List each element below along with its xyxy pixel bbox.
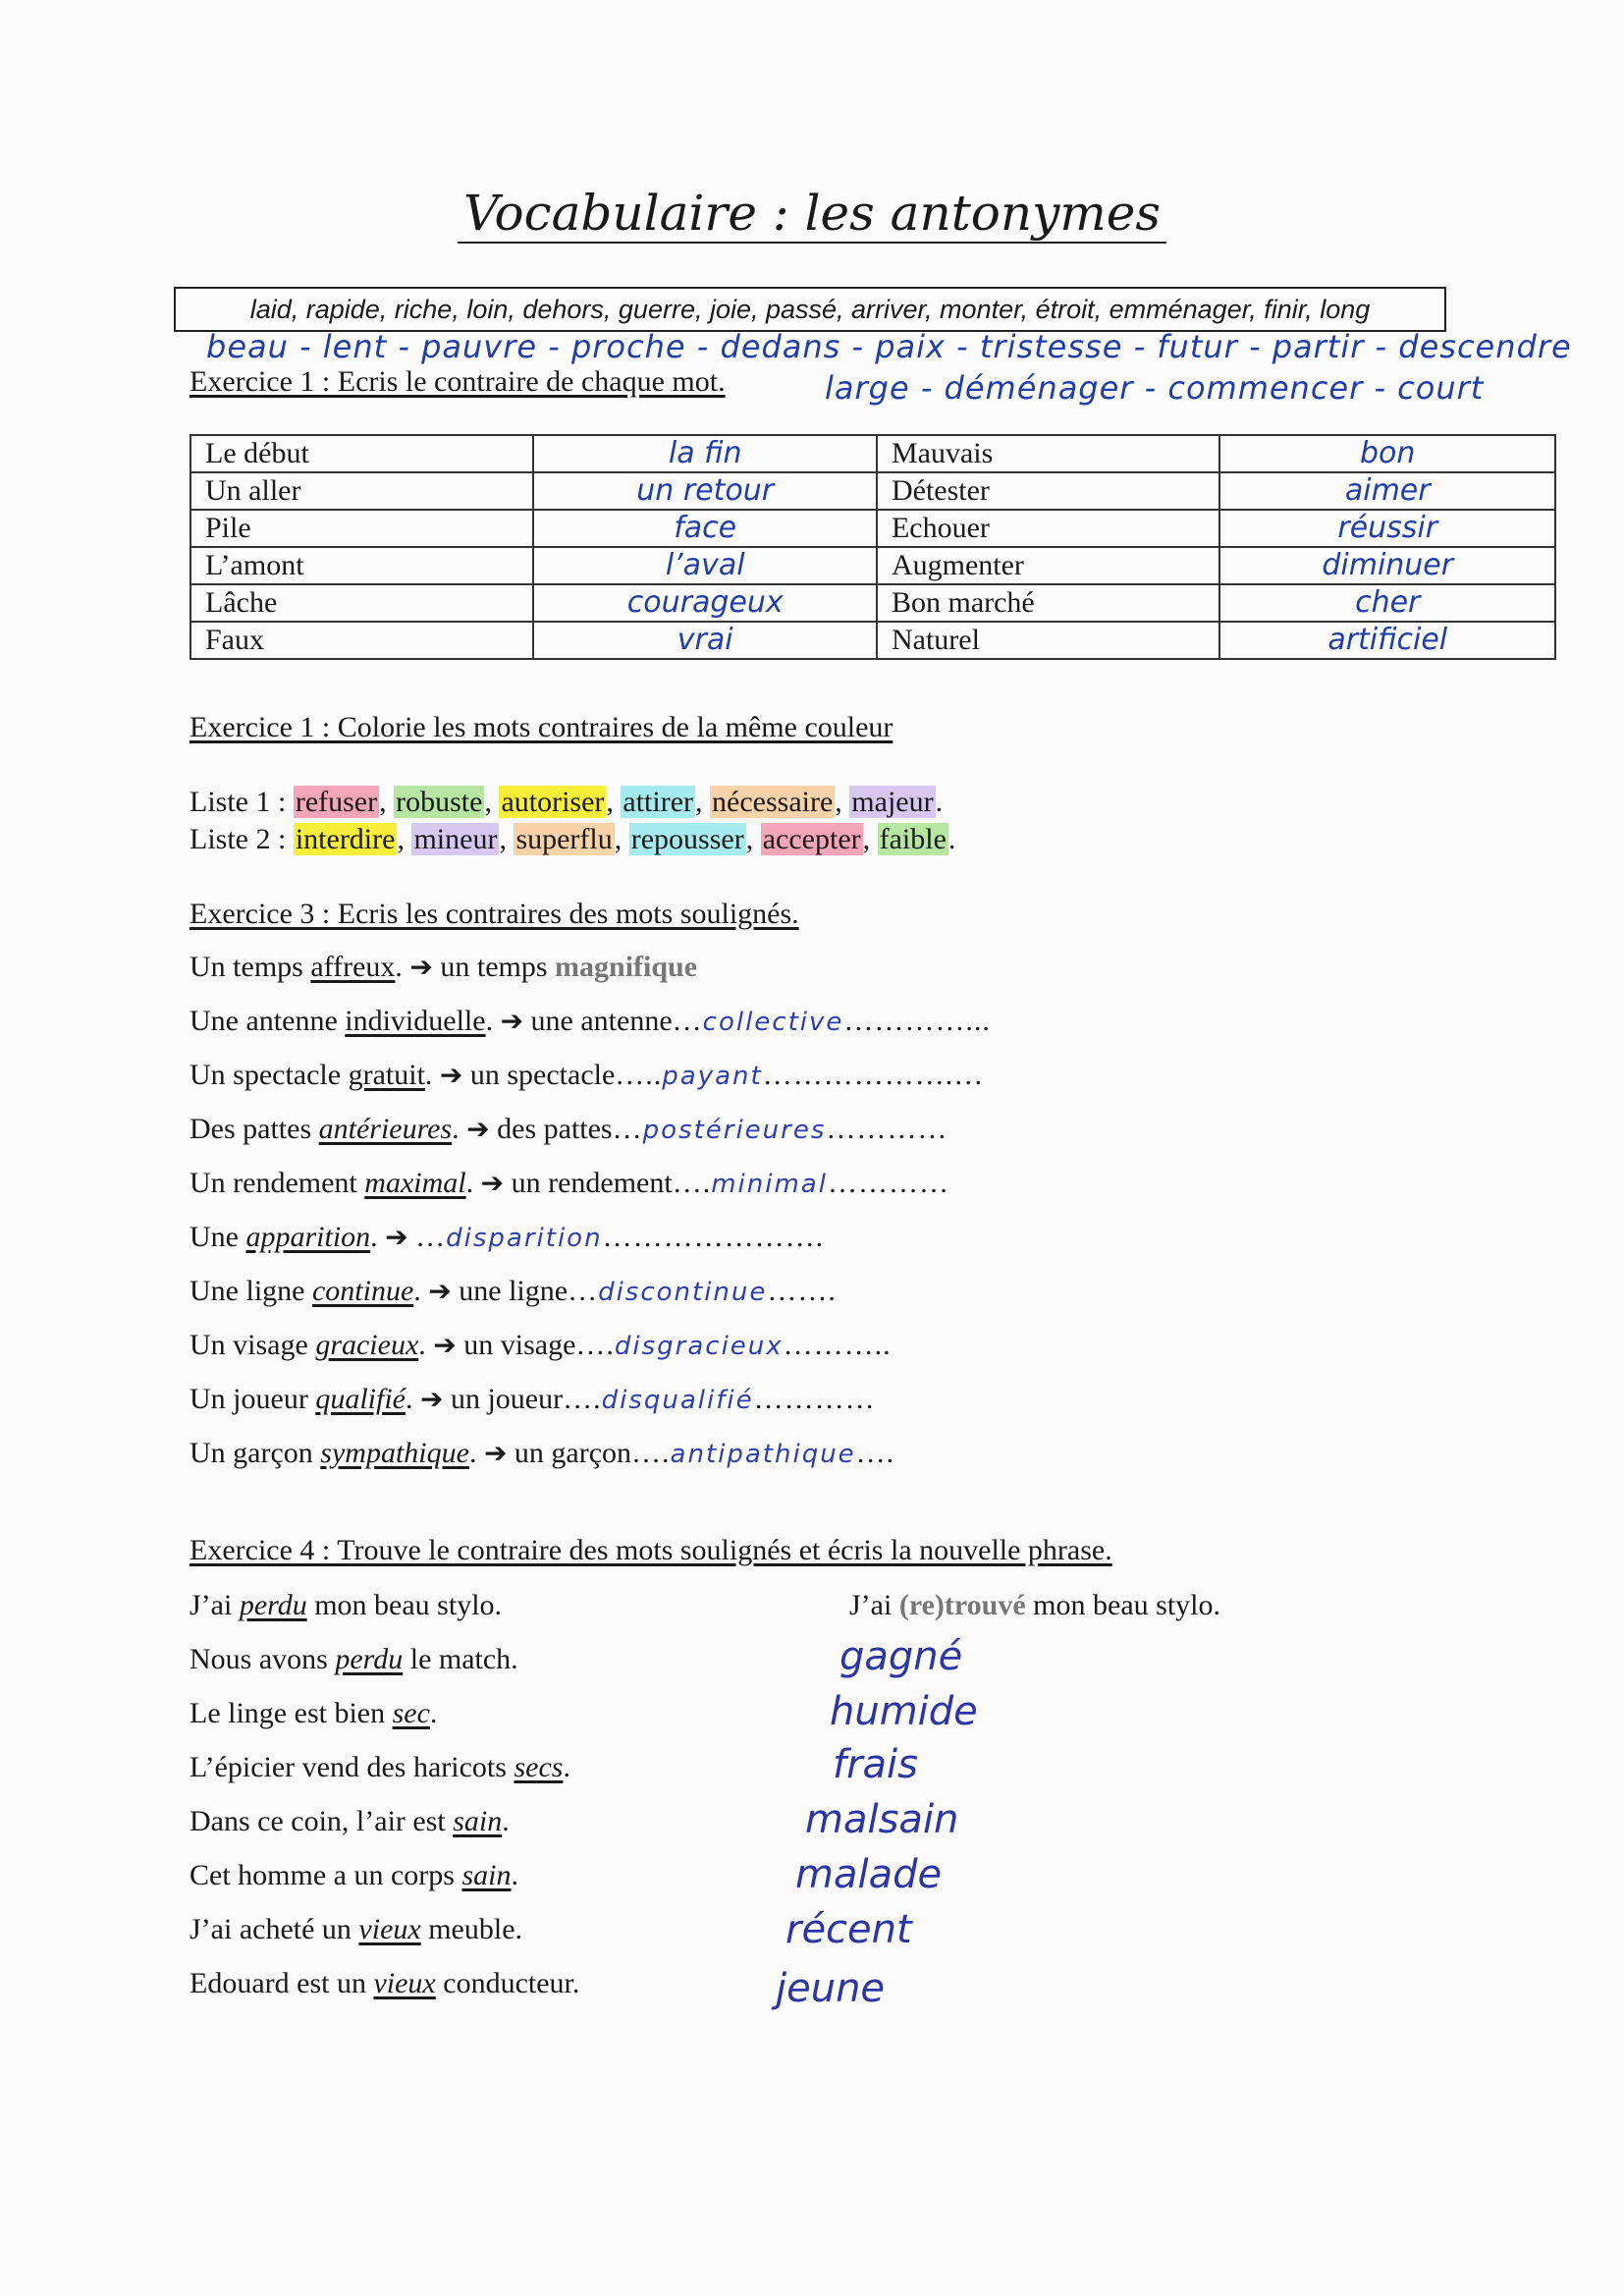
handwritten-answer-cell: la fin bbox=[533, 435, 877, 472]
color-list-1 bbox=[189, 786, 943, 819]
sentence-start: Le linge est bien bbox=[189, 1697, 393, 1729]
word-cell: L’amont bbox=[190, 547, 533, 584]
sentence-end: mon beau stylo. bbox=[306, 1589, 503, 1621]
dots-after: ………… bbox=[826, 1113, 948, 1145]
handwritten-answer-cell: vrai bbox=[533, 622, 877, 659]
underlined-word: apparition bbox=[245, 1221, 371, 1253]
example-post: mon beau stylo. bbox=[1025, 1589, 1220, 1621]
arrow-icon: ➔ bbox=[500, 1005, 524, 1037]
answer: disqualifié bbox=[601, 1386, 754, 1415]
table-row bbox=[190, 435, 1555, 472]
page-title-text: Vocabulaire : les antonymes bbox=[458, 185, 1166, 244]
target-phrase: un visage bbox=[456, 1329, 576, 1361]
exercise4-row bbox=[189, 1859, 518, 1892]
handwritten-answer: malsain bbox=[805, 1797, 959, 1842]
sentence-start: Une bbox=[189, 1221, 246, 1253]
sentence-end: . bbox=[502, 1805, 510, 1837]
punct: . bbox=[465, 1167, 474, 1199]
word-cell: Lâche bbox=[190, 584, 533, 622]
target-phrase: des pattes bbox=[489, 1113, 613, 1145]
arrow-icon: ➔ bbox=[419, 1383, 444, 1415]
target-phrase: un spectacle bbox=[462, 1059, 616, 1091]
separator: , bbox=[499, 823, 514, 855]
dots-after: ……….. bbox=[783, 1329, 892, 1361]
punct: . bbox=[452, 1113, 460, 1145]
word-cell: Mauvais bbox=[877, 435, 1220, 472]
dots-before: … bbox=[612, 1113, 643, 1145]
sentence-start: Edouard est un bbox=[189, 1967, 374, 1999]
dots-before: …. bbox=[672, 1167, 712, 1199]
handwritten-answer-cell: face bbox=[533, 510, 877, 547]
target-phrase: un temps bbox=[432, 951, 556, 983]
highlighted-word: repousser bbox=[630, 823, 744, 855]
exercise3-row bbox=[189, 1113, 947, 1146]
word-cell: Naturel bbox=[877, 622, 1220, 659]
sentence-end: meuble. bbox=[420, 1913, 523, 1945]
exercise3-heading: Exercice 3 : Ecris les contraires des mots soulignés. bbox=[189, 898, 799, 930]
dots-before: … bbox=[415, 1221, 447, 1253]
color-list-2 bbox=[189, 823, 955, 856]
dots-before: …. bbox=[631, 1437, 671, 1469]
underlined-word: secs bbox=[514, 1751, 564, 1783]
arrow-icon: ➔ bbox=[433, 1329, 457, 1361]
punct: . bbox=[413, 1275, 421, 1307]
exercise2-heading: Exercice 1 : Colorie les mots contraires de la même couleur bbox=[189, 711, 893, 743]
underlined-word: gratuit bbox=[348, 1059, 425, 1091]
exercise4-row bbox=[189, 1913, 522, 1946]
arrow-icon: ➔ bbox=[428, 1275, 452, 1307]
dots-after: …………... bbox=[843, 1005, 991, 1037]
answer: payant bbox=[662, 1062, 763, 1091]
target-phrase: une ligne bbox=[451, 1275, 568, 1307]
handwritten-answer: gagné bbox=[839, 1634, 963, 1679]
underlined-word: antérieures bbox=[318, 1113, 453, 1145]
separator: , bbox=[397, 823, 412, 855]
answer: disparition bbox=[446, 1224, 603, 1253]
highlighted-word: attirer bbox=[623, 786, 694, 818]
target-phrase: un garçon bbox=[507, 1437, 632, 1469]
separator: , bbox=[862, 823, 878, 855]
exercise4-row bbox=[189, 1805, 510, 1838]
handwritten-answer-cell: réussir bbox=[1219, 510, 1555, 547]
exercise3-row bbox=[189, 1167, 949, 1200]
highlighted-word: robuste bbox=[396, 786, 483, 818]
sentence-end: conducteur. bbox=[435, 1967, 580, 1999]
handwritten-answer-cell: courageux bbox=[533, 584, 877, 622]
target-phrase: un joueur bbox=[443, 1383, 564, 1415]
word-cell: Pile bbox=[190, 510, 533, 547]
target-phrase: un rendement bbox=[504, 1167, 673, 1199]
punct: . bbox=[424, 1059, 433, 1091]
sentence-start: Dans ce coin, l’air est bbox=[189, 1805, 454, 1837]
sentence-start: J’ai acheté un bbox=[189, 1913, 359, 1945]
highlighted-word: superflu bbox=[515, 823, 613, 855]
underlined-word: perdu bbox=[335, 1643, 404, 1675]
punct: . bbox=[418, 1329, 426, 1361]
sentence-start: Des pattes bbox=[189, 1113, 319, 1145]
separator: , bbox=[614, 823, 629, 855]
dots-after: ……. bbox=[767, 1275, 837, 1307]
arrow-icon: ➔ bbox=[409, 951, 433, 983]
dots-after: ……………….… bbox=[762, 1059, 985, 1091]
underlined-word: vieux bbox=[358, 1913, 421, 1945]
table-row bbox=[190, 472, 1555, 510]
exercise3-row bbox=[189, 1221, 824, 1254]
highlighted-word: accepter bbox=[762, 823, 861, 855]
underlined-word: sain bbox=[461, 1859, 512, 1891]
sentence-start: Nous avons bbox=[189, 1643, 336, 1675]
target-phrase: une antenne bbox=[523, 1005, 673, 1037]
dots-before: …. bbox=[563, 1383, 602, 1415]
exercise1-heading: Exercice 1 : Ecris le contraire de chaque mot. bbox=[189, 365, 726, 398]
separator: , bbox=[695, 786, 711, 818]
sentence-start: Un rendement bbox=[189, 1167, 365, 1199]
handwritten-answer: frais bbox=[833, 1742, 918, 1787]
word-box: laid, rapide, riche, loin, dehors, guerre, joie, passé, arriver, monter, étroit, emménager, finir, long bbox=[174, 287, 1446, 332]
sentence-end: . bbox=[563, 1751, 570, 1783]
page-title bbox=[0, 185, 1624, 242]
exercise3-row bbox=[189, 1275, 837, 1308]
word-cell: Echouer bbox=[877, 510, 1220, 547]
exercise4-row bbox=[189, 1967, 579, 2000]
answer: discontinue bbox=[598, 1278, 768, 1307]
separator: , bbox=[484, 786, 500, 818]
underlined-word: vieux bbox=[373, 1967, 436, 1999]
handwritten-answer-cell: bon bbox=[1219, 435, 1555, 472]
sentence-start: Un visage bbox=[189, 1329, 316, 1361]
antonyms-table bbox=[189, 434, 1556, 660]
answer: postérieures bbox=[642, 1116, 827, 1145]
handwritten-answer-cell: artificiel bbox=[1219, 622, 1555, 659]
highlighted-word: refuser bbox=[295, 786, 378, 818]
sentence-start: Un joueur bbox=[189, 1383, 316, 1415]
punct: . bbox=[395, 951, 403, 983]
underlined-word: continue bbox=[311, 1275, 414, 1307]
handwritten-answer: jeune bbox=[776, 1966, 886, 2011]
underlined-word: sain bbox=[453, 1805, 503, 1837]
word-cell: Faux bbox=[190, 622, 533, 659]
handwritten-answer-cell: cher bbox=[1219, 584, 1555, 622]
dots-before: … bbox=[672, 1005, 703, 1037]
sentence-start: Un temps bbox=[189, 951, 311, 983]
exercise4-row bbox=[189, 1643, 518, 1676]
underlined-word: individuelle bbox=[345, 1005, 486, 1037]
arrow-icon: ➔ bbox=[466, 1113, 490, 1145]
handwritten-answer: humide bbox=[830, 1689, 978, 1734]
list2-label: Liste 2 : bbox=[189, 823, 287, 855]
exercise4-row bbox=[189, 1589, 502, 1622]
highlighted-word: interdire bbox=[295, 823, 396, 855]
sentence-start: Une antenne bbox=[189, 1005, 346, 1037]
answer: collective bbox=[702, 1008, 844, 1037]
answer: antipathique bbox=[670, 1440, 856, 1469]
dots-after: …………………. bbox=[602, 1221, 825, 1253]
exercise4-row bbox=[189, 1751, 570, 1784]
underlined-word: sympathique bbox=[320, 1437, 469, 1469]
sentence-start: J’ai bbox=[189, 1589, 240, 1621]
separator: , bbox=[745, 823, 761, 855]
sentence-start: Une ligne bbox=[189, 1275, 312, 1307]
arrow-icon: ➔ bbox=[480, 1167, 505, 1199]
punct: . bbox=[468, 1437, 477, 1469]
punct: . bbox=[485, 1005, 494, 1037]
table-row bbox=[190, 584, 1555, 622]
word-cell: Un aller bbox=[190, 472, 533, 510]
handwritten-antonyms-line2: large - déménager - commencer - court bbox=[825, 369, 1485, 407]
dots-before: …. bbox=[575, 1329, 615, 1361]
handwritten-answer-cell: aimer bbox=[1219, 472, 1555, 510]
dots-before: ….. bbox=[615, 1059, 663, 1091]
handwritten-answer: malade bbox=[795, 1852, 943, 1897]
underlined-word: perdu bbox=[239, 1589, 307, 1621]
exercise3-row bbox=[189, 1005, 991, 1038]
dots-after: ………… bbox=[753, 1383, 876, 1415]
separator: , bbox=[835, 786, 850, 818]
answer: minimal bbox=[711, 1170, 828, 1199]
underlined-word: sec bbox=[392, 1697, 430, 1729]
word-cell: Le début bbox=[190, 435, 533, 472]
exercise3-row bbox=[189, 1059, 984, 1092]
example-pre: J’ai bbox=[849, 1589, 899, 1621]
underlined-word: affreux bbox=[310, 951, 396, 983]
exercise3-row bbox=[189, 1383, 876, 1416]
sentence-start: Cet homme a un corps bbox=[189, 1859, 462, 1891]
exercise3-row bbox=[189, 1437, 894, 1470]
arrow-icon: ➔ bbox=[439, 1059, 463, 1091]
sentence-start: L’épicier vend des haricots bbox=[189, 1751, 514, 1783]
separator: , bbox=[606, 786, 622, 818]
handwritten-answer-cell: l’aval bbox=[533, 547, 877, 584]
punct: . bbox=[405, 1383, 413, 1415]
highlighted-word: nécessaire bbox=[712, 786, 834, 818]
handwritten-answer-cell: diminuer bbox=[1219, 547, 1555, 584]
exercise4-row bbox=[189, 1697, 437, 1730]
separator: , bbox=[379, 786, 395, 818]
handwritten-answer-cell: un retour bbox=[533, 472, 877, 510]
sentence-end: . bbox=[429, 1697, 438, 1729]
table-row bbox=[190, 510, 1555, 547]
arrow-icon: ➔ bbox=[385, 1221, 408, 1253]
highlighted-word: autoriser bbox=[501, 786, 605, 818]
exercise4-example-answer bbox=[849, 1589, 1220, 1622]
table-row bbox=[190, 547, 1555, 584]
underlined-word: gracieux bbox=[315, 1329, 419, 1361]
punct: . bbox=[370, 1221, 378, 1253]
exercise3-row bbox=[189, 1329, 892, 1362]
table-row bbox=[190, 622, 1555, 659]
highlighted-word: faible bbox=[879, 823, 947, 855]
highlighted-word: mineur bbox=[413, 823, 498, 855]
arrow-icon: ➔ bbox=[483, 1437, 508, 1469]
dots-before: … bbox=[568, 1275, 599, 1307]
example-typed-answer: (re)trouvé bbox=[898, 1589, 1026, 1621]
word-cell: Détester bbox=[877, 472, 1220, 510]
answer: magnifique bbox=[555, 951, 698, 983]
separator: . bbox=[947, 823, 956, 855]
sentence-start: Un garçon bbox=[189, 1437, 321, 1469]
sentence-start: Un spectacle bbox=[189, 1059, 349, 1091]
exercise3-row bbox=[189, 951, 697, 984]
sentence-end: le match. bbox=[403, 1643, 518, 1675]
word-cell: Augmenter bbox=[877, 547, 1220, 584]
underlined-word: maximal bbox=[364, 1167, 466, 1199]
handwritten-antonyms-line1: beau - lent - pauvre - proche - dedans - paix - tristesse - futur - partir - descendre bbox=[206, 328, 1572, 365]
sentence-end: . bbox=[511, 1859, 518, 1891]
dots-after: ………… bbox=[827, 1167, 949, 1199]
underlined-word: qualifié bbox=[315, 1383, 406, 1415]
list1-label: Liste 1 : bbox=[189, 786, 287, 818]
answer: disgracieux bbox=[614, 1332, 784, 1361]
handwritten-answer: récent bbox=[785, 1907, 912, 1952]
dots-after: …. bbox=[855, 1437, 895, 1469]
separator: . bbox=[935, 786, 944, 818]
word-cell: Bon marché bbox=[877, 584, 1220, 622]
exercise4-heading: Exercice 4 : Trouve le contraire des mots soulignés et écris la nouvelle phrase. bbox=[189, 1534, 1112, 1566]
highlighted-word: majeur bbox=[851, 786, 934, 818]
